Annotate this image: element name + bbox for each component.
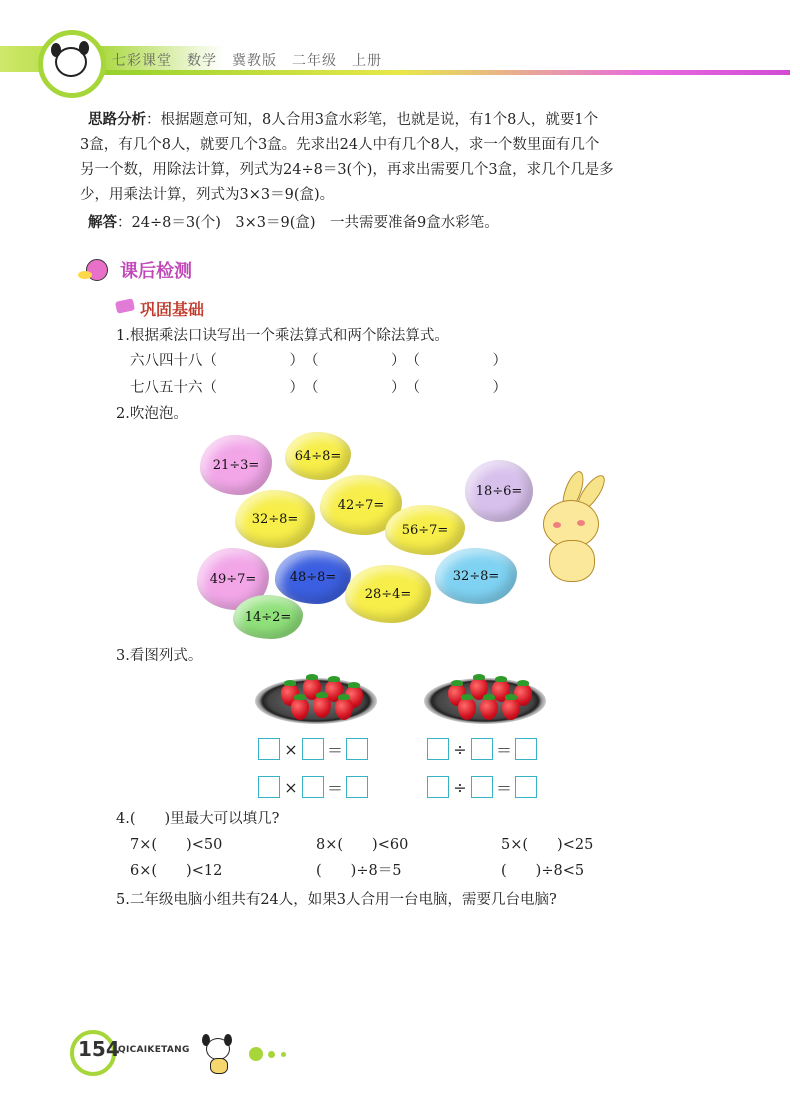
answer-label: 解答	[88, 215, 117, 231]
q4-item: 6×( )<12	[130, 863, 223, 879]
q4-item: 8×( )<60	[316, 837, 409, 853]
footer-dot-icon	[249, 1047, 263, 1061]
strawberry-plate-right	[424, 672, 548, 728]
answer-box[interactable]	[346, 776, 368, 798]
rabbit-icon	[535, 470, 615, 590]
answer-box[interactable]	[302, 738, 324, 760]
bubble: 64÷8=	[285, 432, 351, 480]
q4-title: 4.( )里最大可以填几?	[116, 811, 280, 827]
answer-box[interactable]	[258, 776, 280, 798]
equation-row: × ＝	[258, 775, 368, 799]
analysis-line-2: 3盒，有几个8人，就要几个3盒。先求出24人中有几个8人，求一个数里面有几个	[80, 137, 600, 153]
analysis-line-4: 少，用乘法计算，列式为3×3＝9(盒)。	[80, 187, 335, 203]
analysis-label: 思路分析	[88, 112, 146, 128]
strawberry-plate-left	[255, 672, 379, 728]
q4-item: 5×( )<25	[501, 837, 594, 853]
q1-row-1: 六八四十八（ ） （ ） （ ）	[130, 353, 507, 369]
header-rainbow-line	[80, 70, 790, 75]
header-logo-circle	[38, 30, 106, 98]
answer-box[interactable]	[302, 776, 324, 798]
q1-title: 1.根据乘法口诀写出一个乘法算式和两个除法算式。	[116, 328, 449, 344]
answer-box[interactable]	[515, 738, 537, 760]
footer-dot-icon	[268, 1051, 275, 1058]
answer-box[interactable]	[427, 776, 449, 798]
equation-row: ÷ ＝	[427, 775, 537, 799]
bubble: 21÷3=	[200, 435, 272, 495]
bubble: 49÷7=	[197, 548, 269, 610]
mascot-ear-icon	[79, 41, 89, 55]
q4-item: ( )÷8＝5	[316, 863, 402, 879]
bubble: 14÷2=	[233, 595, 303, 639]
footer-dot-icon	[281, 1052, 286, 1057]
bubble: 48÷8=	[275, 550, 351, 604]
mascot-ear-icon	[51, 43, 61, 57]
page-header	[0, 0, 800, 110]
answer-box[interactable]	[515, 776, 537, 798]
section-mascot-icon	[78, 255, 112, 283]
analysis-line-1: 根据题意可知，8人合用3盒水彩笔，也就是说，有1个8人，就要1个	[160, 112, 599, 128]
analysis-block: 思路分析：根据题意可知，8人合用3盒水彩笔，也就是说，有1个8人，就要1个 3盒，有几个8人，就要几个3盒。先求出24人中有几个8人，求一个数里面有几个 另一个数，用除法计算，列式为24÷8＝3(个)，再求出需要几个3盒，求几个几是多 少，用乘法计算，列式为3×3＝9(盒)。 解答：24÷8＝3(个) 3×3＝9(盒) 一共需要准备9盒水彩笔。	[88, 108, 728, 236]
bubble: 42÷7=	[320, 475, 402, 535]
bubble-illustration	[195, 430, 615, 640]
answer-box[interactable]	[258, 738, 280, 760]
answer-box[interactable]	[427, 738, 449, 760]
equation-row: ÷ ＝	[427, 737, 537, 761]
analysis-line-3: 另一个数，用除法计算，列式为24÷8＝3(个)，再求出需要几个3盒，求几个几是多	[80, 162, 614, 178]
bubble: 28÷4=	[345, 565, 431, 623]
page-number: 154	[78, 1037, 120, 1061]
q4-item: 7×( )<50	[130, 837, 223, 853]
bubble: 56÷7=	[385, 505, 465, 555]
subsection-icon	[115, 298, 135, 313]
answer-box[interactable]	[471, 738, 493, 760]
q4-item: ( )÷8<5	[501, 863, 585, 879]
subsection-title: 巩固基础	[140, 300, 205, 319]
footer-mascot-icon	[200, 1034, 234, 1074]
footer-brand: QICAIKETANG	[118, 1045, 190, 1055]
q3-title: 3.看图列式。	[116, 648, 203, 664]
header-title: 七彩课堂 数学 冀教版 二年级 上册	[112, 53, 382, 69]
q5-title: 5.二年级电脑小组共有24人，如果3人合用一台电脑，需要几台电脑?	[116, 892, 557, 908]
bubble: 32÷8=	[235, 490, 315, 548]
answer-box[interactable]	[471, 776, 493, 798]
bubble: 32÷8=	[435, 548, 517, 604]
equation-row: × ＝	[258, 737, 368, 761]
q2-title: 2.吹泡泡。	[116, 406, 188, 422]
q1-row-2: 七八五十六（ ） （ ） （ ）	[130, 380, 507, 396]
section-title: 课后检测	[120, 261, 192, 282]
answer-text: 24÷8＝3(个) 3×3＝9(盒) 一共需要准备9盒水彩笔。	[131, 215, 499, 231]
answer-box[interactable]	[346, 738, 368, 760]
bubble: 18÷6=	[465, 460, 533, 522]
